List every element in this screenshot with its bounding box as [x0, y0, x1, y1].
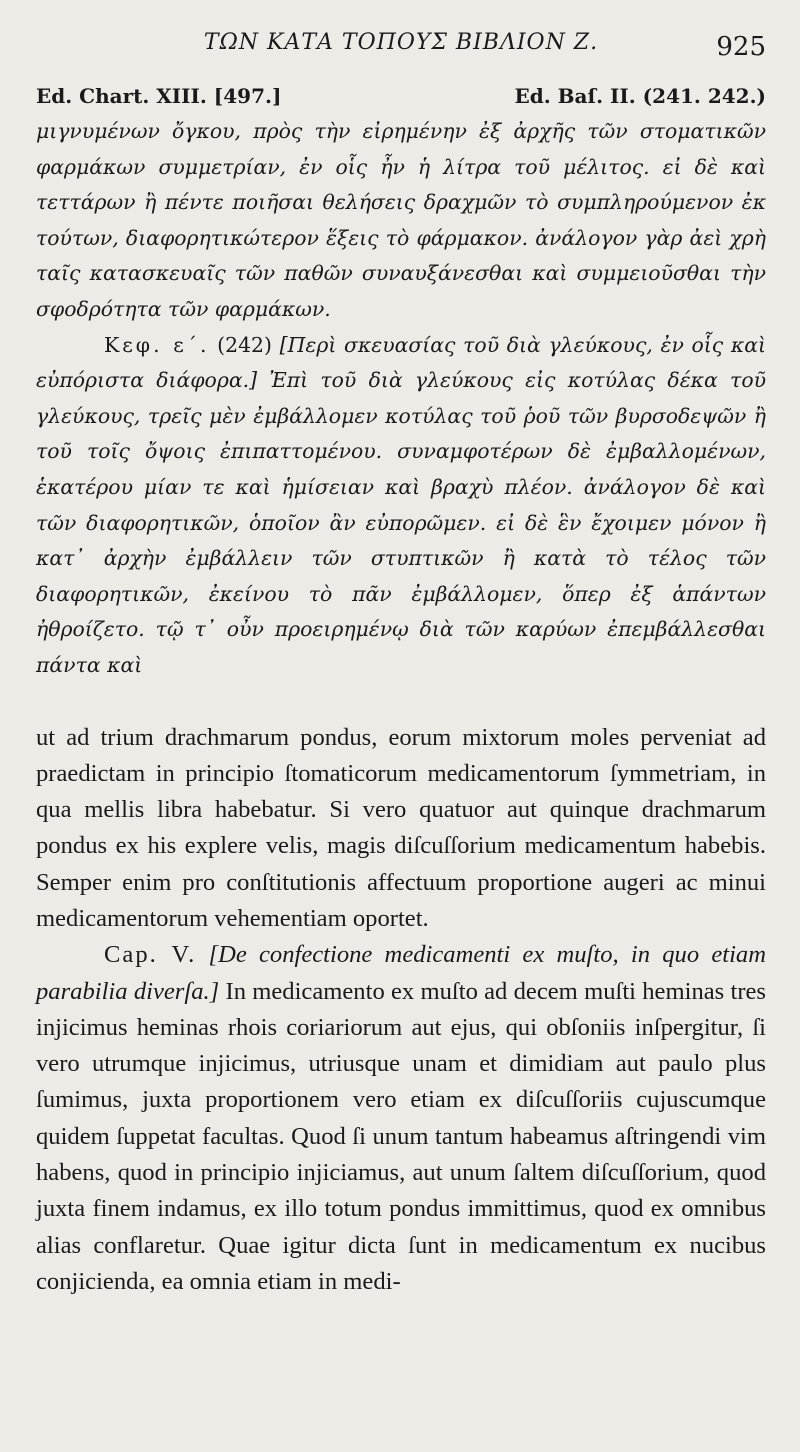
- greek-paragraph-1: μιγνυμένων ὄγκου, πρὸς τὴν εἰρημένην ἐξ ἀρχῆς τῶν στοματικῶν φαρμάκων συμμετρίαν, ἐν οἷς ἦν ἡ λίτρα τοῦ μέλιτος. εἰ δὲ καὶ τεττάρων ἢ πέντε ποιῆσαι θελήσεις δραχμῶν τὸ συμπληρούμενον ἐκ τούτων, διαφορητικώτερον ἕξεις τὸ φάρμακον. ἀνάλογον γὰρ ἀεὶ χρὴ ταῖς κατασκευαῖς τῶν παθῶν συναυξάνεσθαι καὶ συμμειοῦσθαι τὴν σφοδρότητα τῶν φαρμάκων.: [36, 119, 766, 321]
- greek-paragraph-2: Ἐπὶ τοῦ διὰ γλεύκους εἰς κοτύλας δέκα τοῦ γλεύκους, τρεῖς μὲν ἐμβάλλομεν κοτύλας τοῦ ῥοῦ τῶν βυρσοδεψῶν ἢ τοῦ τοῖς ὄψοις ἐπιπαττομένου. συναμφοτέρων δὲ ἐμβαλλομένων, ἑκατέρου μίαν τε καὶ ἡμίσειαν καὶ βραχὺ πλέον. ἀνάλογον δὲ καὶ τῶν διαφορητικῶν, ὁποῖον ἂν εὐπορῶμεν. εἰ δὲ ἓν ἔχοιμεν μόνον ἢ κατ᾽ ἀρχὴν ἐμβάλλειν τῶν στυπτικῶν ἢ κατὰ τὸ τέλος τῶν διαφορητικῶν, ἐκείνου τὸ πᾶν ἐμβάλλομεν, ὅπερ ἐξ ἁπάντων ἠθροίζετο. τῷ τ᾽ οὖν προειρημένῳ διὰ τῶν καρύων ἐπεμβάλλεσθαι πάντα καὶ: [36, 368, 767, 677]
- latin-paragraph-1: ut ad trium drachmarum pondus, eorum mixtorum moles perveniat ad praedictam in principio ſtomaticorum medicamentorum ſymmetriam, in qua mellis libra habebatur. Si vero quatuor aut quinque drachmarum pondus ex his explere velis, magis diſcuſſorium medicamentum habebis. Semper enim pro conſtitutionis affectuum proportione augeri ac minui medicamentorum vehementiam oportet.: [36, 723, 766, 932]
- latin-chapter-title: [De confectione medicamenti ex muſto, in quo etiam parabilia diverſa.]: [36, 941, 766, 1005]
- greek-chapter-paragraph: [36, 328, 766, 684]
- running-title: ΤΩΝ ΚΑΤΑ ΤΟΠΟΥΣ ΒΙΒΛΙΟΝ Ζ.: [203, 30, 599, 55]
- greek-chapter-label: Κεφ. ε΄.: [104, 332, 210, 357]
- latin-chapter-paragraph: [36, 937, 766, 1300]
- page-number: 925: [716, 32, 766, 62]
- greek-chapter-title: [Περὶ σκευασίας τοῦ διὰ γλεύκους, ἐν οἷς καὶ εὐπόριστα διάφορα.]: [36, 332, 767, 393]
- greek-text: [36, 114, 766, 684]
- edition-chartier: Ed. Chart. XIII. [497.]: [36, 84, 282, 108]
- latin-chapter-label: Cap. V.: [104, 941, 197, 969]
- greek-chapter-number: (242): [217, 332, 272, 357]
- edition-line: [36, 78, 766, 114]
- latin-paragraph-2: In medicamento ex muſto ad decem muſti heminas tres injicimus heminas rhois coriariorum aut ejus, qui obſoniis inſpergitur, ſi vero utrumque injicimus, utriusque unam et dimidiam aut paulo plus ſumimus, juxta proportionem vero etiam ex diſcuſſoriis cujuscumque quidem ſuppetat facultas. Quod ſi unum tantum habeamus aſtringendi vim habens, quod in principio injiciamus, aut unum ſaltem diſcuſſorium, quod juxta finem indamus, ex illo totum pondus immittimus, quod ex omnibus alias conflaretur. Quae igitur dicta ſunt in medicamentum ex nucibus conjicienda, ea omnia etiam in medi-: [36, 977, 766, 1295]
- edition-basel: Ed. Baſ. II. (241. 242.): [514, 84, 766, 108]
- running-head: [36, 0, 766, 62]
- latin-text: [36, 720, 766, 1301]
